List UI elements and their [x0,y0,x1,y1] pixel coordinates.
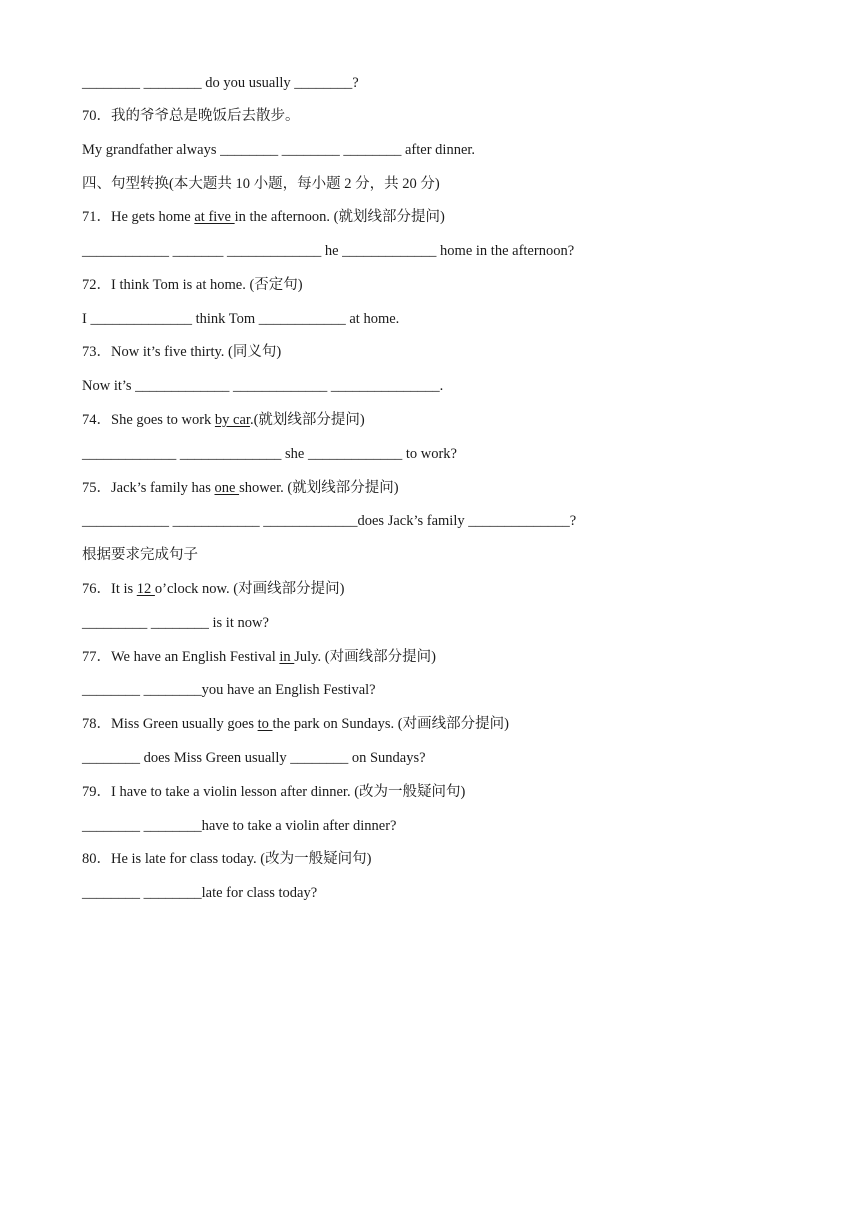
answer-line-80: ________ ________late for class today? [82,885,318,901]
question-74 [82,411,365,429]
question-75-pre: 75．Jack’s family has [82,480,215,496]
answer-line-75: ____________ ____________ _____________does Jack’s family ______________? [82,513,577,529]
question-75 [82,479,399,497]
question-76 [82,580,344,598]
question-73: 73．Now it’s five thirty. (同义句) [82,344,282,360]
section-heading-sentence-transformation: 四、句型转换(本大题共 10 小题，每小题 2 分，共 20 分) [82,176,440,192]
question-72: 72．I think Tom is at home. (否定句) [82,277,303,293]
answer-line-71: ____________ _______ _____________ he _____________ home in the afternoon? [82,243,575,259]
question-76-underlined: 12 [136,581,155,597]
question-71-post: in the afternoon. (就划线部分提问) [234,209,445,225]
question-74-underlined: by car [214,412,250,428]
question-78 [82,715,509,733]
question-76-post: o’clock now. (对画线部分提问) [154,581,345,597]
question-77-pre: 77．We have an English Festival [82,649,280,665]
question-74-pre: 74．She goes to work [82,412,215,428]
question-77 [82,648,436,666]
question-78-pre: 78．Miss Green usually goes [82,716,258,732]
answer-line-73: Now it’s _____________ _____________ _______________. [82,378,444,394]
question-78-underlined: to [257,716,273,732]
question-78-post: the park on Sundays. (对画线部分提问) [272,716,509,732]
answer-line-78: ________ does Miss Green usually ________ on Sundays? [82,750,426,766]
question-75-post: shower. (就划线部分提问) [239,480,399,496]
answer-line-77: ________ ________you have an English Festival? [82,682,376,698]
question-80: 80．He is late for class today. (改为一般疑问句) [82,851,372,867]
question-76-pre: 76．It is [82,581,137,597]
answer-line-70: My grandfather always ________ ________ ________ after dinner. [82,142,476,158]
section-heading-complete-sentences: 根据要求完成句子 [82,547,198,563]
question-71-pre: 71．He gets home [82,209,195,225]
question-77-post: July. (对画线部分提问) [294,649,436,665]
question-70: 70．我的爷爷总是晚饭后去散步。 [82,108,300,124]
answer-line-74: _____________ ______________ she _____________ to work? [82,446,457,462]
question-71 [82,208,445,226]
question-77-underlined: in [279,649,295,665]
question-79: 79．I have to take a violin lesson after dinner. (改为一般疑问句) [82,784,466,800]
answer-line-72: I ______________ think Tom ____________ at home. [82,311,400,327]
question-74-post: .(就划线部分提问) [249,412,365,428]
question-75-underlined: one [214,480,240,496]
answer-line-79: ________ ________have to take a violin after dinner? [82,818,397,834]
answer-line-69: ________ ________ do you usually ________? [82,75,359,91]
answer-line-76: _________ ________ is it now? [82,615,269,631]
question-71-underlined: at five [194,209,235,225]
